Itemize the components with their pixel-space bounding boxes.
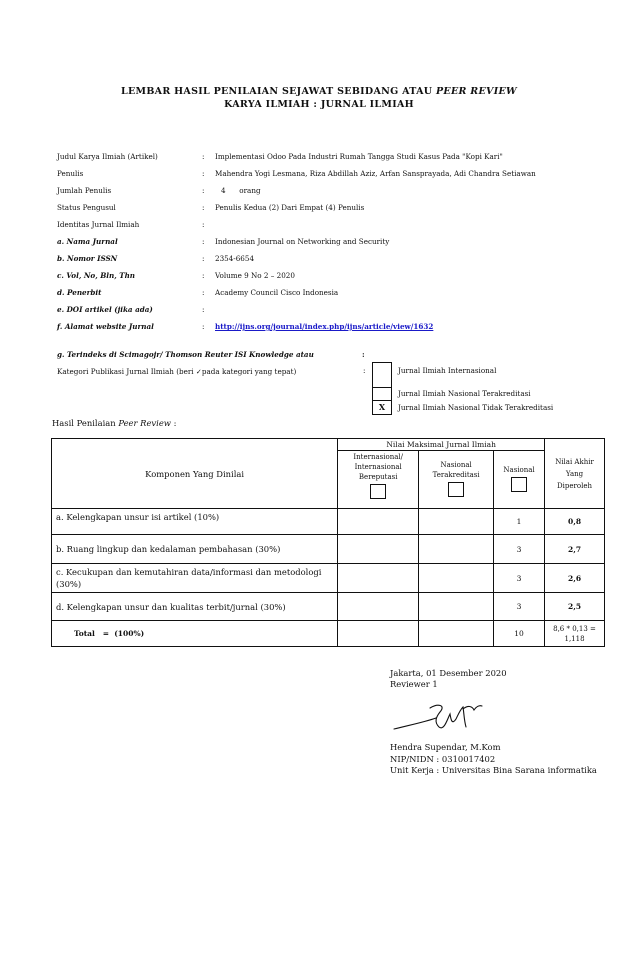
meta-label: Identitas Jurnal Ilmiah [57, 220, 140, 229]
title-main: LEMBAR HASIL PENILAIAN SEJAWAT SEBIDANG ATAU [121, 86, 433, 97]
meta-colon: : [202, 288, 205, 297]
kategori-option-label: Jurnal Ilmiah Nasional Tidak Terakreditasi [398, 403, 554, 412]
meta-colon: : [202, 237, 205, 246]
column-checkbox[interactable] [511, 477, 527, 492]
meta-row-nama-jurnal [57, 233, 597, 250]
meta-value: Indonesian Journal on Networking and Security [215, 237, 390, 246]
meta-value: Mahendra Yogi Lesmana, Riza Abdillah Aziz, Arfan Sansprayada, Adi Chandra Setiawan [215, 169, 536, 178]
meta-colon: : [202, 186, 205, 195]
meta-label: d. Penerbit [57, 288, 102, 297]
reviewer-name: Hendra Supendar, M.Kom [390, 742, 501, 752]
meta-row-judul [57, 148, 597, 165]
meta-label: Judul Karya Ilmiah (Artikel) [57, 152, 158, 161]
identity-section [57, 148, 597, 335]
place-date: Jakarta, 01 Desember 2020 [390, 668, 507, 678]
meta-label: e. DOI artikel (jika ada) [57, 305, 153, 314]
row-label: c. Kecukupan dan kemutahiran data/informasi dan metodologi (30%) [52, 564, 338, 593]
meta-colon: : [202, 254, 205, 263]
table-row [52, 509, 605, 535]
journal-url-link[interactable]: http://ijns.org/journal/index.php/ijns/article/view/1632 [215, 322, 434, 331]
header-nasional-akr [419, 451, 494, 509]
reviewer-unit: Unit Kerja : Universitas Bina Sarana informatika [390, 765, 597, 775]
checkbox-nasional-tidak-terakreditasi[interactable]: X [372, 400, 392, 415]
cell-akhir: 2,6 [545, 564, 605, 593]
column-checkbox[interactable] [370, 484, 386, 499]
table-row [52, 564, 605, 593]
indexed-row [57, 350, 365, 359]
header-internasional [338, 451, 419, 509]
reviewer-nip: NIP/NIDN : 0310017402 [390, 753, 496, 764]
meta-label: b. Nomor ISSN [57, 254, 118, 263]
meta-colon: : [202, 305, 205, 314]
table-row [52, 535, 605, 564]
meta-colon: : [202, 203, 205, 212]
meta-value: Penulis Kedua (2) Dari Empat (4) Penulis [215, 203, 365, 212]
meta-colon: : [202, 220, 205, 229]
indexed-label: g. Terindeks di Scimagojr/ Thomson Reuter ISI Knowledge atau [57, 350, 314, 359]
kategori-colon: : [363, 366, 366, 375]
cell-intl [338, 564, 419, 593]
meta-colon: : [202, 169, 205, 178]
title-italic: PEER REVIEW [435, 86, 517, 97]
table-total-row [52, 621, 605, 647]
meta-row-volume [57, 267, 597, 284]
meta-value: 2354-6654 [215, 254, 255, 263]
row-label: b. Ruang lingkup dan kedalaman pembahasan (30%) [52, 535, 338, 564]
header-komponen: Komponen Yang Dinilai [52, 439, 338, 509]
signature-image [390, 698, 490, 738]
table-row [52, 593, 605, 621]
column-checkbox[interactable] [448, 482, 464, 497]
total-akhir: 8,6 * 0,13 = 1,118 [545, 621, 605, 647]
meta-row-issn [57, 250, 597, 267]
hasil-suffix: : [173, 418, 177, 428]
total-nas: 10 [494, 621, 545, 647]
row-label: d. Kelengkapan unsur dan kualitas terbit/jurnal (30%) [52, 593, 338, 621]
indexed-colon: : [362, 350, 365, 359]
header-nilai-akhir: Nilai Akhir Yang Diperoleh [545, 439, 605, 509]
hasil-prefix: Hasil Penilaian [52, 418, 116, 428]
meta-label: a. Nama Jurnal [57, 237, 118, 246]
meta-colon: : [202, 322, 205, 331]
header-internasional-label: Internasional/ Internasional Bereputasi [353, 453, 403, 481]
meta-value: 4 orang [221, 186, 261, 195]
hasil-heading [52, 418, 176, 428]
header-nasional-label: Nasional [503, 465, 535, 474]
meta-row-identitas [57, 216, 597, 233]
cell-intl [338, 593, 419, 621]
meta-row-penulis [57, 165, 597, 182]
cell-akhir: 0,8 [545, 509, 605, 535]
cell-akhir: 2,5 [545, 593, 605, 621]
kategori-label: Kategori Publikasi Jurnal Ilmiah (beri ✓pada kategori yang tepat) [57, 367, 297, 376]
meta-colon: : [202, 152, 205, 161]
header-nasional [494, 451, 545, 509]
cell-nas: 3 [494, 593, 545, 621]
meta-row-website [57, 318, 597, 335]
header-nasional-akr-label: Nasional Terakreditasi [432, 460, 480, 479]
cell-akr [419, 564, 494, 593]
meta-value: Volume 9 No 2 – 2020 [215, 271, 295, 280]
meta-colon: : [202, 271, 205, 280]
cell-akr [419, 621, 494, 647]
meta-row-jumlah [57, 182, 597, 199]
cell-intl [338, 509, 419, 535]
checkbox-nasional-terakreditasi[interactable] [372, 386, 392, 401]
meta-label: Status Pengusul [57, 203, 116, 212]
meta-row-status [57, 199, 597, 216]
reviewer-role: Reviewer 1 [390, 679, 438, 689]
page-title-line1 [0, 86, 638, 97]
hasil-italic: Peer Review [118, 418, 171, 428]
kategori-option-label: Jurnal Ilmiah Internasional [398, 366, 497, 375]
score-table [51, 438, 605, 647]
cell-akr [419, 593, 494, 621]
cell-nas: 1 [494, 509, 545, 535]
table-header-row [52, 439, 605, 451]
cell-akr [419, 509, 494, 535]
checkbox-internasional[interactable] [372, 362, 392, 388]
meta-label: c. Vol, No, Bln, Thn [57, 271, 136, 280]
cell-nas: 3 [494, 535, 545, 564]
meta-label: Penulis [57, 169, 84, 178]
meta-row-penerbit [57, 284, 597, 301]
row-label: a. Kelengkapan unsur isi artikel (10%) [52, 509, 338, 535]
cell-intl [338, 535, 419, 564]
reviewer-identity [390, 742, 610, 777]
cell-intl [338, 621, 419, 647]
cell-akhir: 2,7 [545, 535, 605, 564]
kategori-option-label: Jurnal Ilmiah Nasional Terakreditasi [398, 389, 531, 398]
meta-value: Implementasi Odoo Pada Industri Rumah Tangga Studi Kasus Pada "Kopi Kari" [215, 152, 503, 161]
meta-label: f. Alamat website Jurnal [57, 322, 154, 331]
cell-nas: 3 [494, 564, 545, 593]
header-nilai-max: Nilai Maksimal Jurnal Ilmiah [338, 439, 545, 451]
signature-block [390, 668, 610, 690]
cell-akr [419, 535, 494, 564]
page-title-line2: KARYA ILMIAH : JURNAL ILMIAH [224, 99, 414, 110]
meta-label: Jumlah Penulis [57, 186, 112, 195]
meta-row-doi [57, 301, 597, 318]
meta-value: Academy Council Cisco Indonesia [215, 288, 339, 297]
total-label: Total = (100%) [52, 621, 338, 647]
